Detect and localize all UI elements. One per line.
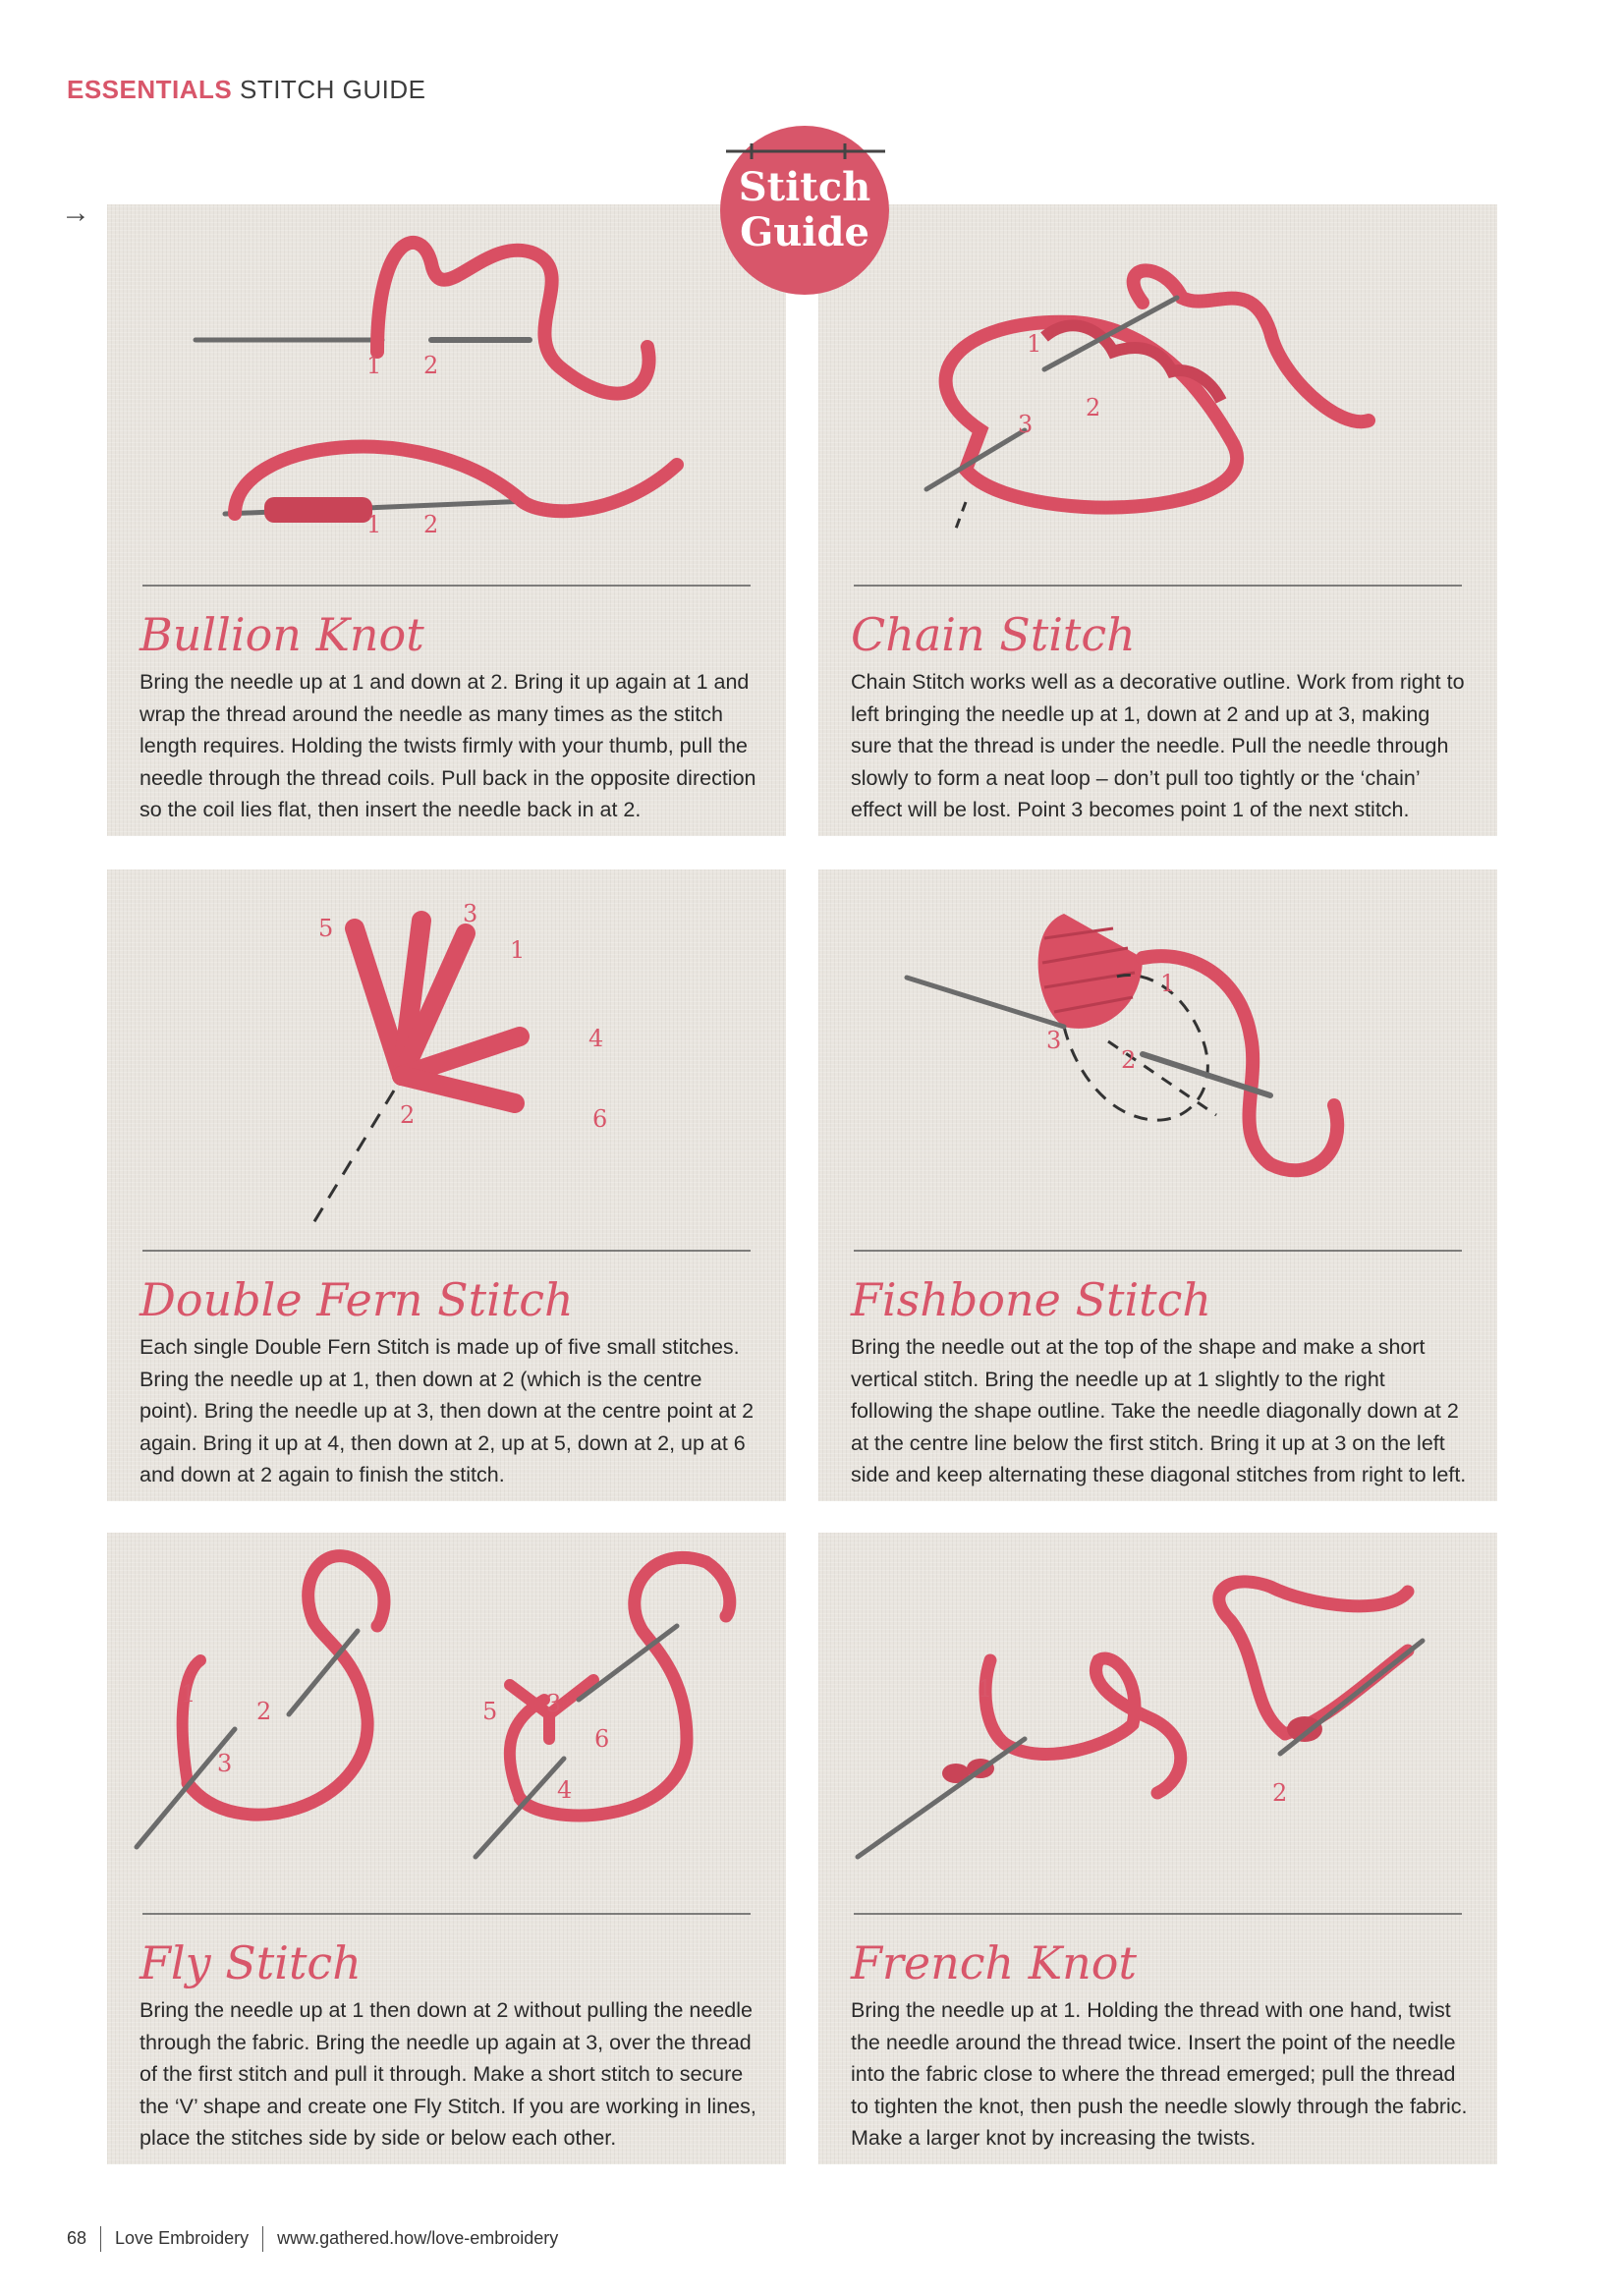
point-label: 3 <box>1018 411 1034 438</box>
point-label: 5 <box>318 915 334 942</box>
point-label: 1 <box>510 936 526 964</box>
point-label: 3 <box>1046 1027 1062 1054</box>
stitch-description: Bring the needle out at the top of the shape and make a short vertical stitch. Bring the needle up at 1 slightly to the right following the shape outline. Take the needle diagonally down at 2 at the centre line below the first stitch. Bring it up at 3 on the left side and keep alternating these diagonal stitches from right to left. <box>851 1335 1467 1486</box>
stitch-title: Bullion Knot <box>140 608 424 661</box>
point-label: 2 <box>256 1698 272 1725</box>
magazine-url[interactable]: www.gathered.how/love-embroidery <box>277 2227 559 2248</box>
stitch-title: Chain Stitch <box>851 608 1136 661</box>
point-label: 3 <box>546 1690 562 1717</box>
stitch-description: Bring the needle up at 1. Holding the thread with one hand, twist the needle around the thread twice. Insert the point of the needle into the fabric close to where the thread emerged; pull the thread to tighten the knot, then push the needle slowly through the fabric. Make a larger knot by increasing the twists. <box>851 1998 1468 2150</box>
divider-line <box>854 585 1462 587</box>
point-label: 1 <box>366 352 382 379</box>
point-label: 1 <box>1027 330 1042 358</box>
point-label: 2 <box>1121 1046 1137 1074</box>
stitch-panel-french-knot <box>818 1533 1497 2164</box>
section-header <box>67 75 425 105</box>
point-label: 3 <box>217 1750 233 1777</box>
divider-line <box>142 1913 751 1915</box>
stitch-panel-bullion-knot <box>107 204 786 836</box>
footer-divider <box>100 2226 101 2252</box>
stitch-panel-chain-stitch <box>818 204 1497 836</box>
point-label: 5 <box>482 1698 498 1725</box>
stitch-title: Fly Stitch <box>140 1936 362 1989</box>
point-label: 4 <box>588 1025 604 1052</box>
divider-line <box>854 1250 1462 1252</box>
badge-line-1: Stitch <box>738 164 871 210</box>
stitch-description: Each single Double Fern Stitch is made up of five small stitches. Bring the needle up at 1, then down at 2 (which is the centre point). Bring the needle up at 3, then down at the centre point at 2 again. Bring it up at 4, then down at 2, up at 5, down at 2, up at 6 and down at 2 again to finish the stitch. <box>140 1335 755 1486</box>
point-label: 6 <box>594 1725 610 1753</box>
point-label: 2 <box>400 1101 416 1129</box>
point-label: 2 <box>1086 394 1101 421</box>
stitch-panel-double-fern-stitch <box>107 869 786 1501</box>
arrow-right-icon: → <box>61 196 90 229</box>
point-label: 1 <box>978 1675 993 1703</box>
point-label: 1 <box>181 1680 196 1708</box>
footer-divider <box>262 2226 263 2252</box>
stitch-description: Bring the needle up at 1 and down at 2. Bring it up again at 1 and wrap the thread around the needle as many times as the stitch length requires. Holding the twists firmly with your thumb, pull the needle through the thread coils. Pull back in the opposite direction so the coil lies flat, then insert the needle back in at 2. <box>140 670 756 821</box>
double-fern-illustration <box>107 869 786 1243</box>
point-label: 1 <box>366 511 382 538</box>
badge-line-2: Guide <box>740 209 869 255</box>
point-label: 3 <box>463 900 478 927</box>
point-label: 2 <box>423 352 439 379</box>
divider-line <box>854 1913 1462 1915</box>
divider-line <box>142 585 751 587</box>
point-label: 1 <box>1160 970 1176 997</box>
stitch-title: Fishbone Stitch <box>851 1273 1212 1326</box>
point-label: 2 <box>423 511 439 538</box>
page-footer <box>67 2226 558 2252</box>
fly-stitch-illustration <box>107 1533 786 1906</box>
point-label: 6 <box>592 1105 608 1133</box>
stitch-panel-fishbone-stitch <box>818 869 1497 1501</box>
fishbone-illustration <box>818 869 1497 1243</box>
point-label: 2 <box>1272 1779 1288 1807</box>
stitch-panel-fly-stitch <box>107 1533 786 2164</box>
stitch-description: Bring the needle up at 1 then down at 2 without pulling the needle through the fabric. Bring the needle up again at 3, over the thread of the first stitch and pull it through. Make a short stitch to secure the ‘V’ shape and create one Fly Stitch. If you are working in lines, place the stitches side by side or below each other. <box>140 1998 756 2150</box>
section-title: STITCH GUIDE <box>239 75 426 104</box>
bullion-knot-illustration <box>107 204 786 578</box>
magazine-name: Love Embroidery <box>115 2227 250 2248</box>
section-label: ESSENTIALS <box>67 75 233 104</box>
page-number: 68 <box>67 2227 87 2248</box>
stitch-title: Double Fern Stitch <box>140 1273 574 1326</box>
point-label: 4 <box>557 1776 573 1804</box>
stitch-title: French Knot <box>851 1936 1137 1989</box>
needle-icon <box>722 141 889 161</box>
chain-stitch-illustration <box>818 204 1497 578</box>
french-knot-illustration <box>818 1533 1497 1906</box>
stitch-description: Chain Stitch works well as a decorative outline. Work from right to left bringing the needle up at 1, down at 2 and up at 3, making sure that the thread is under the needle. Pull the needle through slowly to form a neat loop – don’t pull too tightly or the ‘chain’ effect will be lost. Point 3 becomes point 1 of the next stitch. <box>851 670 1465 821</box>
divider-line <box>142 1250 751 1252</box>
